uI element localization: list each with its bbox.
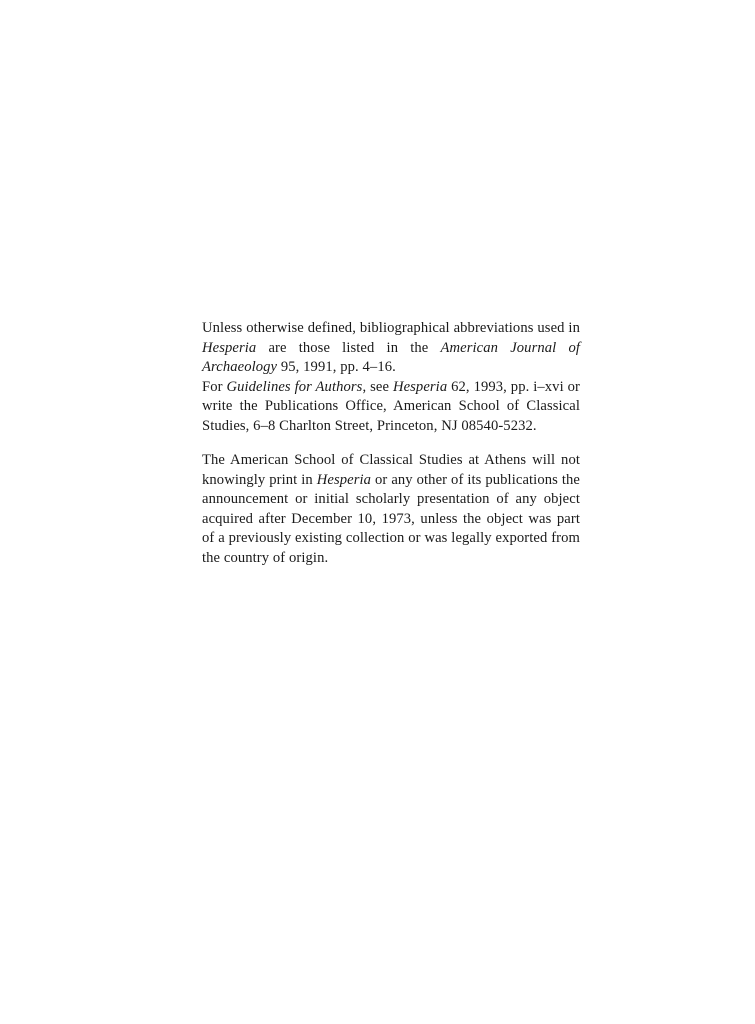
acquisition-policy-note	[202, 451, 580, 568]
abbreviations-paragraph	[202, 319, 580, 378]
text-run: Unless otherwise defined, bibliographical abbreviations used in	[202, 320, 580, 336]
text-run: or any other of its publications the announcement or initial scholarly presentation of any object acquired after December 10, 1973, unless the object was part of a previously existing collection or was legally exported from the country of origin.	[202, 471, 580, 566]
text-run: are those listed in the	[256, 339, 441, 356]
bibliographical-note	[202, 319, 580, 436]
front-matter-notes	[202, 319, 580, 568]
italic-text-run: Hesperia	[316, 471, 372, 488]
italic-text-run: Hesperia	[202, 339, 257, 356]
italic-text-run: American Journal of Archaeology	[202, 339, 580, 375]
text-run: The American School of Classical Studies at Athens will not knowingly print in	[202, 452, 580, 488]
guidelines-for-authors-paragraph	[202, 378, 580, 437]
italic-text-run: Hesperia	[392, 378, 448, 395]
text-run: 62, 1993, pp. i–xvi or write the Publications Office, American School of Classical Studies, 6–8 Charlton Street, Princeton, NJ 08540-5232.	[202, 378, 580, 434]
text-run: For	[202, 378, 227, 395]
italic-text-run: Guidelines for Authors	[226, 378, 363, 395]
text-run: 95, 1991, pp. 4–16.	[277, 359, 396, 375]
text-run: , see	[362, 378, 393, 395]
acquisition-policy-paragraph	[202, 451, 580, 568]
